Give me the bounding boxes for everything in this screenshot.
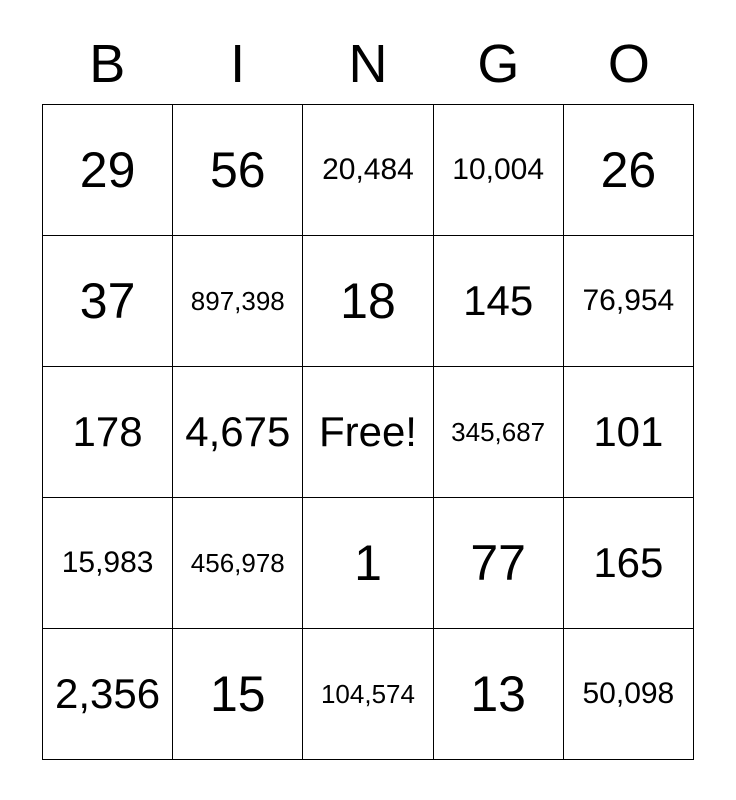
bingo-row: [43, 498, 694, 629]
bingo-cell[interactable]: 20,484: [303, 105, 433, 236]
bingo-card: [42, 24, 694, 760]
bingo-cell[interactable]: 101: [563, 367, 693, 498]
bingo-cell[interactable]: 77: [433, 498, 563, 629]
bingo-cell[interactable]: 37: [43, 236, 173, 367]
bingo-cell[interactable]: 456,978: [173, 498, 303, 629]
bingo-cell[interactable]: 15: [173, 629, 303, 760]
bingo-header-letter-n: N: [348, 34, 388, 94]
bingo-cell[interactable]: 345,687: [433, 367, 563, 498]
bingo-header-letter-o: O: [607, 34, 650, 94]
bingo-cell[interactable]: 897,398: [173, 236, 303, 367]
bingo-cell[interactable]: 145: [433, 236, 563, 367]
bingo-cell[interactable]: 4,675: [173, 367, 303, 498]
bingo-cell[interactable]: 29: [43, 105, 173, 236]
bingo-cell[interactable]: 10,004: [433, 105, 563, 236]
bingo-row: [43, 629, 694, 760]
bingo-row: [43, 367, 694, 498]
bingo-row: [43, 236, 694, 367]
bingo-row: [43, 105, 694, 236]
bingo-cell[interactable]: 1: [303, 498, 433, 629]
bingo-cell[interactable]: 13: [433, 629, 563, 760]
bingo-cell[interactable]: 2,356: [43, 629, 173, 760]
bingo-cell[interactable]: 50,098: [563, 629, 693, 760]
bingo-header-letter-b: B: [89, 34, 126, 94]
bingo-cell[interactable]: 26: [563, 105, 693, 236]
bingo-cell[interactable]: 104,574: [303, 629, 433, 760]
bingo-cell[interactable]: 18: [303, 236, 433, 367]
bingo-cell[interactable]: 76,954: [563, 236, 693, 367]
bingo-cell[interactable]: 165: [563, 498, 693, 629]
bingo-header-letter-g: G: [477, 34, 520, 94]
bingo-free-cell[interactable]: Free!: [303, 367, 433, 498]
bingo-header-row: [42, 24, 694, 104]
bingo-grid: [42, 104, 694, 760]
bingo-cell[interactable]: 15,983: [43, 498, 173, 629]
bingo-header-letter-i: I: [230, 34, 246, 94]
bingo-cell[interactable]: 56: [173, 105, 303, 236]
bingo-cell[interactable]: 178: [43, 367, 173, 498]
